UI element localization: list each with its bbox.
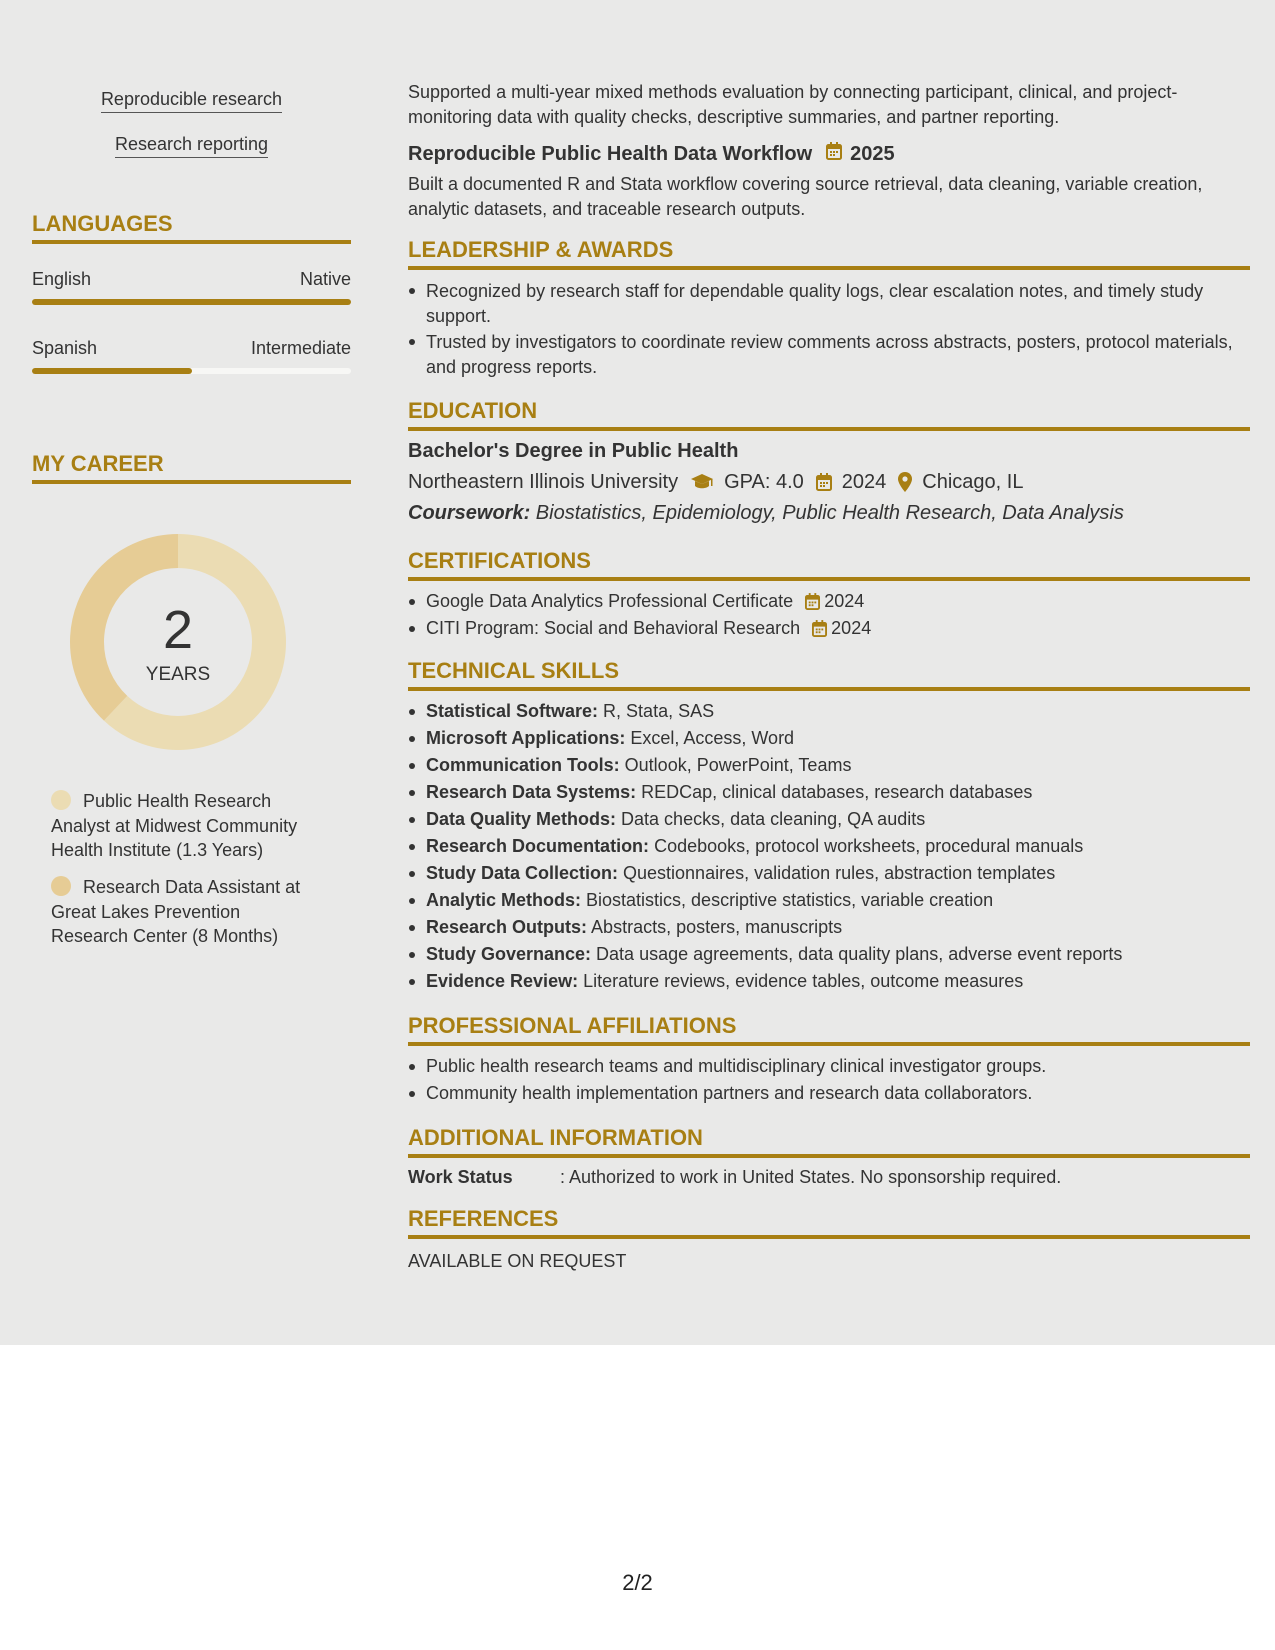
skill-item: [408, 752, 1250, 779]
career-donut-chart: [66, 530, 290, 754]
affiliations-heading: PROFESSIONAL AFFILIATIONS: [408, 1013, 1250, 1046]
language-bar-fill: [32, 299, 351, 305]
language-bar-fill: [32, 368, 192, 374]
certifications-heading: CERTIFICATIONS: [408, 548, 1250, 581]
certification-item: Google Data Analytics Professional Certificate 2024: [408, 588, 1250, 615]
gpa: GPA: 4.0: [724, 471, 804, 493]
tag-reproducible-research[interactable]: Reproducible research: [32, 88, 351, 113]
skill-label: Study Governance:: [426, 944, 592, 964]
legend-dot: [51, 876, 71, 896]
legend-dot: [51, 790, 71, 810]
degree-title: Bachelor's Degree in Public Health: [408, 440, 739, 462]
leadership-list: [408, 279, 1250, 379]
career-years-unit: YEARS: [145, 664, 211, 685]
technical-skills-list: [408, 698, 1250, 995]
skill-value: Data checks, data cleaning, QA audits: [616, 809, 926, 829]
skill-item: [408, 698, 1250, 725]
calendar-icon: [826, 141, 842, 167]
skill-item: [408, 860, 1250, 887]
skill-value: Abstracts, posters, manuscripts: [587, 917, 843, 937]
work-status-value: : Authorized to work in United States. No sponsorship required.: [560, 1167, 1062, 1187]
skill-item: [408, 806, 1250, 833]
skill-label: Communication Tools:: [426, 755, 620, 775]
additional-information-heading: ADDITIONAL INFORMATION: [408, 1125, 1250, 1158]
language-name: Spanish: [32, 338, 98, 358]
language-level: Intermediate: [250, 338, 351, 358]
skill-value: Outlook, PowerPoint, Teams: [619, 755, 852, 775]
skill-value: Data usage agreements, data quality plans, adverse event reports: [591, 944, 1123, 964]
skill-item: [408, 779, 1250, 806]
calendar-icon: [805, 593, 820, 610]
technical-skills-heading: TECHNICAL SKILLS: [408, 658, 1250, 691]
languages-heading: LANGUAGES: [32, 211, 351, 244]
references-heading: REFERENCES: [408, 1206, 1250, 1239]
page-number: 2/2: [622, 1570, 653, 1595]
skill-item: [408, 914, 1250, 941]
skill-label: Analytic Methods:: [426, 890, 582, 910]
skill-label: Microsoft Applications:: [426, 728, 626, 748]
certification-item: CITI Program: Social and Behavioral Research 2024: [408, 615, 1250, 642]
career-heading: MY CAREER: [32, 451, 351, 484]
language-level: Native: [299, 269, 351, 289]
graduation-year: 2024: [841, 471, 887, 493]
work-status-row: [408, 1165, 1250, 1189]
career-item: Research Data Assistant at Great Lakes Prevention Research Center (8 Months): [51, 877, 301, 946]
project-description: Built a documented R and Stata workflow covering source retrieval, data cleaning, variable creation, analytic datasets, and traceable research outputs.: [408, 174, 1203, 219]
skill-label: Statistical Software:: [426, 701, 599, 721]
skill-label: Evidence Review:: [426, 971, 579, 991]
education-location: Chicago, IL: [922, 471, 1024, 493]
calendar-icon: [812, 620, 827, 637]
language-spanish: [32, 337, 351, 359]
list-item: Trusted by investigators to coordinate review comments across abstracts, posters, protocol materials, and progress reports.: [408, 330, 1250, 379]
project-year: 2025: [850, 143, 895, 165]
list-item: Community health implementation partners and research data collaborators.: [408, 1080, 1250, 1107]
skill-item: [408, 941, 1250, 968]
language-name: English: [32, 269, 92, 289]
skill-label: Research Data Systems:: [426, 782, 637, 802]
skill-value: Codebooks, protocol worksheets, procedural manuals: [649, 836, 1084, 856]
coursework: Coursework: Biostatistics, Epidemiology, Public Health Research, Data Analysis: [408, 502, 1124, 524]
tag-research-reporting[interactable]: Research reporting: [32, 133, 351, 158]
career-years-value: 2: [162, 600, 194, 660]
experience-summary: Supported a multi-year mixed methods evaluation by connecting participant, clinical, and project-monitoring data with quality checks, descriptive summaries, and partner reporting.: [408, 82, 1178, 127]
language-bar-spanish: [32, 368, 351, 374]
education-heading: EDUCATION: [408, 398, 1250, 431]
affiliations-list: [408, 1053, 1250, 1107]
skill-label: Data Quality Methods:: [426, 809, 617, 829]
skill-label: Study Data Collection:: [426, 863, 619, 883]
list-item: Recognized by research staff for dependable quality logs, clear escalation notes, and timely study support.: [408, 279, 1250, 328]
references-text: AVAILABLE ON REQUEST: [408, 1251, 627, 1271]
skill-item: [408, 833, 1250, 860]
work-status-label: Work Status: [408, 1167, 513, 1187]
list-item: Public health research teams and multidisciplinary clinical investigator groups.: [408, 1053, 1250, 1080]
skill-item: [408, 887, 1250, 914]
certifications-list: [408, 588, 1250, 642]
skill-label: Research Documentation:: [426, 836, 650, 856]
education-details: [408, 469, 1250, 495]
graduation-cap-icon: [690, 473, 714, 491]
location-pin-icon: [898, 472, 912, 492]
skill-value: Questionnaires, validation rules, abstraction templates: [618, 863, 1056, 883]
language-bar-english: [32, 299, 351, 305]
project-title: Reproducible Public Health Data Workflow: [408, 143, 813, 165]
calendar-icon: [816, 473, 832, 491]
project-title-row: [408, 141, 1250, 167]
leadership-heading: LEADERSHIP & AWARDS: [408, 237, 1250, 270]
skill-value: Excel, Access, Word: [625, 728, 795, 748]
skill-value: Literature reviews, evidence tables, outcome measures: [578, 971, 1024, 991]
skill-value: R, Stata, SAS: [598, 701, 715, 721]
skill-value: REDCap, clinical databases, research databases: [636, 782, 1033, 802]
school-name: Northeastern Illinois University: [408, 471, 679, 493]
language-english: [32, 268, 351, 290]
career-item: Public Health Research Analyst at Midwest Community Health Institute (1.3 Years): [51, 791, 298, 860]
skill-value: Biostatistics, descriptive statistics, variable creation: [581, 890, 994, 910]
skill-item: [408, 725, 1250, 752]
skill-item: [408, 968, 1250, 995]
skill-label: Research Outputs:: [426, 917, 588, 937]
